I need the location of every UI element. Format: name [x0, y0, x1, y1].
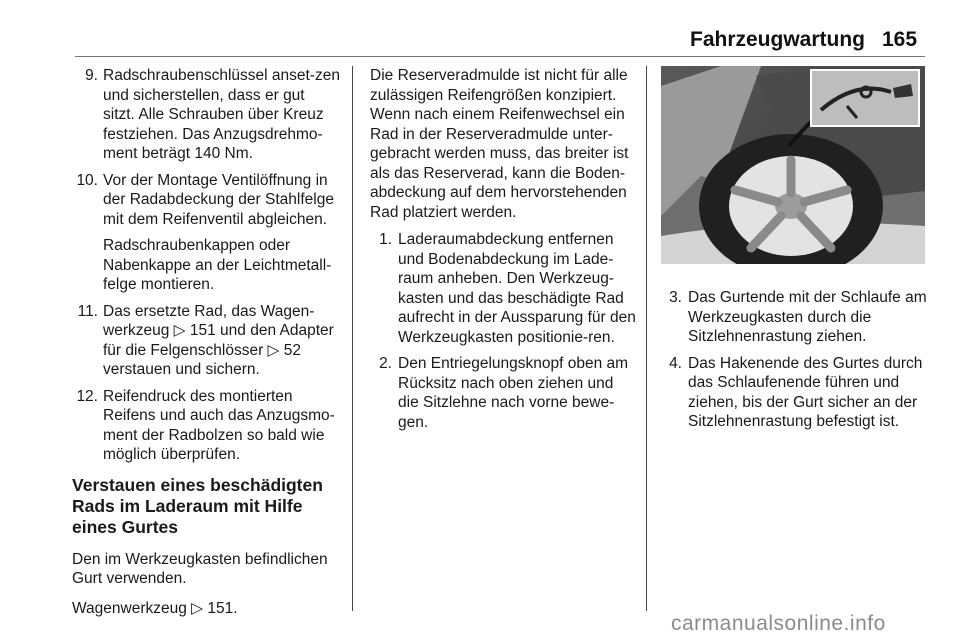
- page-number: 165: [882, 28, 918, 51]
- watermark: carmanualsonline.info: [671, 612, 886, 635]
- column-middle: [370, 66, 636, 439]
- paragraph: Den im Werkzeugkasten befindlichen Gurt verwenden.: [72, 550, 328, 587]
- column-left: [72, 66, 340, 628]
- step-number: 9.: [85, 67, 98, 84]
- intro-paragraph: Die Reserveradmulde ist nicht für alle zulässigen Reifengrößen konzipiert. Wenn nach einem Reifenwechsel ein Rad in der Reserveradmulde unter-gebracht werden muss, das breiter ist als das Reserverad, kann die Boden-abdeckung auf dem hervorstehenden Rad platziert werden.: [370, 67, 629, 221]
- step-list-continued: [72, 66, 340, 465]
- section-heading: Verstauen eines beschädigten Rads im Laderaum mit Hilfe eines Gurtes: [72, 474, 323, 537]
- step-number: 4.: [669, 354, 682, 372]
- step-text: Das ersetzte Rad, das Wagen-werkzeug ▷ 151 und den Adapter für die Felgenschlösser ▷ 52 verstauen und sichern.: [103, 302, 334, 378]
- step-item: [664, 288, 929, 347]
- step-text: Laderaumabdeckung entfernen und Bodenabdeckung im Lade-raum anheben. Den Werkzeug-kasten und das beschädigte Rad aufrecht in der Aussparung für den Werkzeugkasten positionie-ren.: [398, 231, 636, 346]
- step-text: Radschraubenschlüssel anset-zen und sicherstellen, dass er gut sitzt. Alle Schrauben über Kreuz festziehen. Das Anzugsdrehmo-ment beträgt 140 Nm.: [103, 67, 340, 162]
- step-text: Den Entriegelungsknopf oben am Rücksitz nach oben ziehen und die Sitzlehne nach vorne bewe-gen.: [398, 355, 629, 431]
- step-number: 2.: [379, 355, 392, 372]
- column-divider-left: [352, 66, 353, 611]
- column-divider-right: [646, 66, 647, 611]
- step-item: [72, 171, 340, 295]
- detail-inset: [811, 70, 919, 126]
- header-title: Fahrzeugwartung: [690, 28, 866, 51]
- step-number: 1.: [379, 231, 392, 248]
- step-item: [72, 302, 340, 380]
- step-text: Reifendruck des montierten Reifens und auch das Anzugsmo-ment der Radbolzen so bald wie möglich überprüfen.: [103, 387, 335, 463]
- step-number: 11.: [77, 302, 98, 320]
- step-item: [72, 66, 340, 164]
- step-item: [664, 354, 929, 432]
- step-list: [370, 230, 636, 432]
- step-item: [72, 387, 340, 465]
- header-rule: [75, 56, 925, 57]
- step-list: [664, 288, 929, 432]
- step-subtext: Radschraubenkappen oder Nabenkappe an der Leichtmetall-felge montieren.: [103, 237, 332, 293]
- step-number: 12.: [76, 387, 98, 405]
- paragraph-reference: Wagenwerkzeug ▷ 151.: [72, 599, 238, 617]
- step-item: [374, 354, 636, 432]
- step-text: Das Gurtende mit der Schlaufe am Werkzeugkasten durch die Sitzlehnenrastung ziehen.: [688, 289, 927, 345]
- step-text: Das Hakenende des Gurtes durch das Schlaufenende führen und ziehen, bis der Gurt sicher an der Sitzlehnenrastung befestigt ist.: [688, 354, 923, 430]
- step-number: 10.: [76, 171, 98, 189]
- step-text: Vor der Montage Ventilöffnung in der Radabdeckung der Stahlfelge mit dem Reifenventil abgleichen.: [103, 171, 334, 228]
- column-right: [664, 288, 929, 439]
- trunk-wheel-illustration: [661, 66, 925, 264]
- step-item: [374, 230, 636, 347]
- step-number: 3.: [669, 289, 682, 306]
